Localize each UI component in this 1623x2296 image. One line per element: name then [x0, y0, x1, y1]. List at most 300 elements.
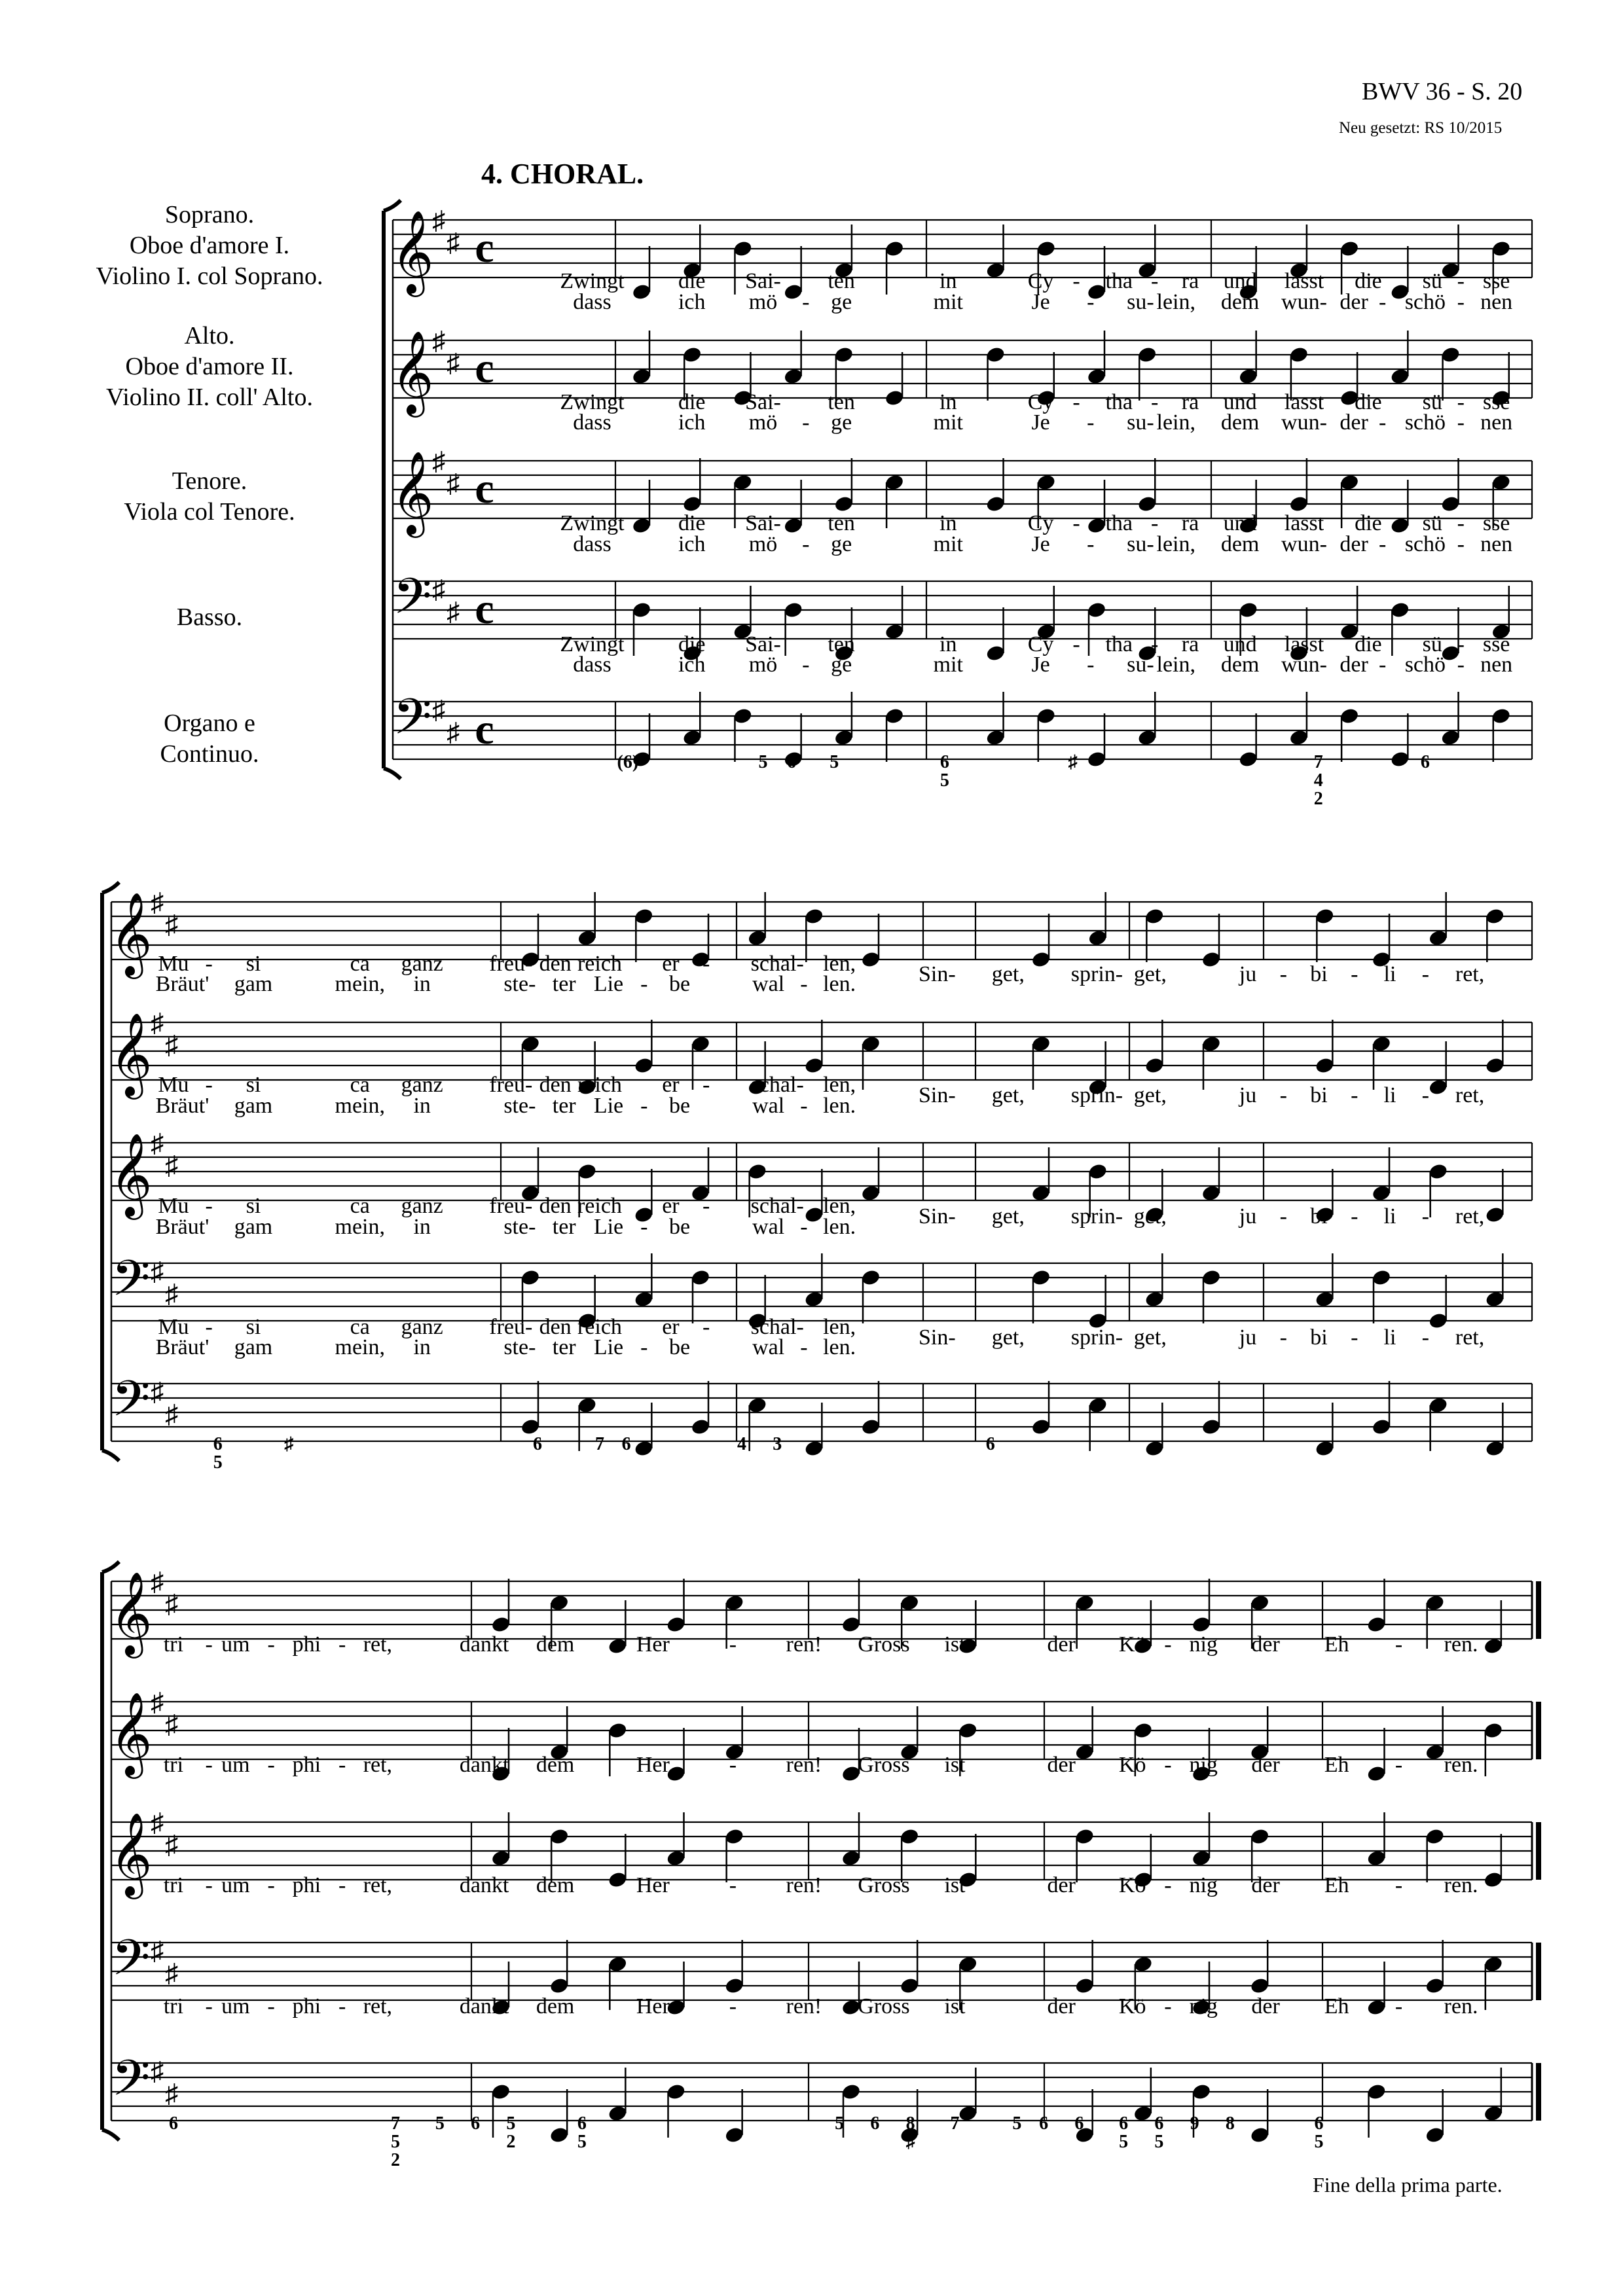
lyric-syllable: - [1421, 1083, 1429, 1107]
lyric-syllable: - [1150, 390, 1159, 414]
lyric-syllable: - [1421, 1204, 1429, 1229]
lyric-syllable: der [1251, 1994, 1280, 2018]
lyric-syllable: dankt [459, 1994, 509, 2018]
figured-bass-figure: 5 [758, 752, 768, 772]
lyric-syllable: - [205, 1194, 213, 1218]
lyric-syllable: wun- [1281, 290, 1327, 314]
lyric-syllable: sprin- [1070, 962, 1123, 986]
lyric-syllable: - [640, 1094, 648, 1118]
lyric-syllable: und [1223, 632, 1257, 656]
lyric-syllable: - [729, 1994, 737, 2018]
lyric-syllable: ra [1181, 511, 1199, 535]
treble-clef-icon: 𝄞 [109, 1573, 153, 1653]
lyric-syllable: - [702, 1194, 710, 1218]
lyric-syllable: - [702, 1073, 710, 1097]
figured-bass-figure: ♯ [284, 1434, 294, 1454]
lyric-syllable: si [246, 1073, 261, 1097]
lyric-syllable: ganz [401, 1073, 443, 1097]
lyric-syllable: sse [1482, 632, 1510, 656]
lyric-syllable: die [1355, 269, 1382, 293]
figured-bass-figure: 2 [391, 2150, 400, 2170]
lyric-syllable: ge [831, 410, 852, 435]
lyric-syllable: sprin- [1070, 1083, 1123, 1107]
lyric-syllable: dass [573, 653, 611, 677]
time-signature-icon: c [475, 706, 494, 753]
lyric-syllable: - [1457, 269, 1465, 293]
lyric-syllable: - [1395, 1632, 1403, 1657]
time-signature-icon: c [475, 585, 494, 633]
figured-bass-figure: 6 [213, 1434, 223, 1454]
lyric-syllable: get, [991, 1325, 1025, 1350]
bass-clef-icon: 𝄢 [393, 569, 432, 636]
lyric-syllable: phi [292, 1632, 321, 1657]
lyric-syllable: lasst [1284, 632, 1324, 656]
lyric-syllable: - [338, 1873, 346, 1897]
lyric-syllable: der [1340, 410, 1368, 435]
lyric-syllable: - [640, 1215, 648, 1239]
lyric-syllable: und [1223, 390, 1257, 414]
lyric-syllable: - [1087, 410, 1095, 435]
voice-label-tenore: Tenore. Viola col Tenore. [124, 467, 295, 526]
figured-bass-figure: 6 [870, 2113, 880, 2134]
lyric-syllable: schö [1404, 532, 1446, 556]
figured-bass-figure: 6 [471, 2113, 481, 2134]
lyric-syllable: Eh [1324, 1632, 1349, 1657]
lyric-syllable: die [678, 511, 706, 535]
lyric-syllable: ret, [1455, 1083, 1485, 1107]
lyric-syllable: gam [234, 1335, 273, 1359]
lyric-syllable: ra [1181, 390, 1199, 414]
lyric-syllable: - [802, 653, 810, 677]
lyric-syllable: Bräut' [155, 1335, 210, 1359]
lyric-syllable: Kö [1118, 1632, 1146, 1657]
lyric-syllable: ren. [1444, 1753, 1478, 1777]
lyric-syllable: mö [748, 290, 778, 314]
lyric-syllable: Gross [858, 1632, 910, 1657]
lyric-syllable: - [1087, 653, 1095, 677]
lyric-syllable: Je [1031, 653, 1050, 677]
lyric-syllable: ganz [401, 1194, 443, 1218]
lyric-syllable: - [205, 952, 213, 976]
sharp-icon: ♯ [151, 1936, 164, 1965]
lyric-syllable: - [1457, 532, 1465, 556]
lyric-syllable: er [662, 1194, 680, 1218]
lyric-syllable: - [1395, 1873, 1403, 1897]
lyric-syllable: Sai- [745, 632, 781, 656]
lyric-syllable: in [939, 390, 957, 414]
lyric-syllable: der [1340, 290, 1368, 314]
lyric-syllable: Lie [593, 1094, 624, 1118]
figured-bass-figure: 4 [1313, 770, 1323, 791]
sharp-icon: ♯ [432, 446, 445, 476]
lyric-syllable: ret, [363, 1873, 393, 1897]
lyric-syllable: mit [933, 410, 963, 435]
figured-bass-figure: 5 [835, 2113, 845, 2134]
lyric-syllable: - [1072, 269, 1080, 293]
lyric-syllable: Lie [593, 1335, 624, 1359]
lyric-syllable: - [729, 1873, 737, 1897]
lyric-syllable: Gross [858, 1753, 910, 1777]
bass-clef-icon: 𝄢 [111, 1372, 151, 1439]
lyric-syllable: - [1457, 511, 1465, 535]
time-signature-icon: c [475, 224, 494, 272]
time-signature-icon: c [475, 344, 494, 392]
figured-bass-figure: 9 [1190, 2113, 1199, 2134]
lyric-syllable: sü [1422, 390, 1442, 414]
lyric-syllable: ren. [1444, 1873, 1478, 1897]
lyric-syllable: ren! [786, 1994, 822, 2018]
lyric-syllable: ter [552, 1215, 576, 1239]
lyric-syllable: ist [944, 1753, 966, 1777]
lyric-syllable: lein, [1156, 532, 1195, 556]
lyric-syllable: ste- [503, 972, 536, 996]
lyric-syllable: mö [748, 532, 778, 556]
lyric-syllable: nen [1480, 410, 1513, 435]
lyric-syllable: ste- [503, 1094, 536, 1118]
lyric-syllable: der [1251, 1873, 1280, 1897]
lyric-syllable: - [1421, 1325, 1429, 1350]
time-signature-icon: c [475, 465, 494, 512]
lyric-syllable: ter [552, 1094, 576, 1118]
lyric-syllable: len, [823, 1194, 856, 1218]
lyric-syllable: - [338, 1994, 346, 2018]
lyric-syllable: - [267, 1753, 275, 1777]
lyric-syllable: lein, [1156, 410, 1195, 435]
lyric-syllable: freu- [489, 1315, 533, 1339]
figured-bass-figure: 7 [391, 2113, 400, 2134]
lyric-syllable: in [939, 632, 957, 656]
lyric-syllable: sprin- [1070, 1204, 1123, 1229]
lyric-syllable: nig [1189, 1873, 1218, 1897]
lyric-syllable: - [1378, 653, 1387, 677]
lyric-syllable: schö [1404, 290, 1446, 314]
figured-bass-figure: 6 [1119, 2113, 1129, 2134]
lyric-syllable: die [678, 269, 706, 293]
lyric-syllable: - [640, 972, 648, 996]
lyric-syllable: wun- [1281, 410, 1327, 435]
lyric-syllable: - [1457, 290, 1465, 314]
lyric-syllable: - [702, 952, 710, 976]
lyric-syllable: um [221, 1873, 250, 1897]
lyric-syllable: lasst [1284, 511, 1324, 535]
voice-label-organo: Organo e Continuo. [160, 709, 259, 768]
lyric-syllable: schal- [750, 1073, 804, 1097]
lyric-syllable: die [678, 632, 706, 656]
lyric-syllable: ist [944, 1873, 966, 1897]
bass-clef-icon: 𝄢 [111, 1251, 151, 1318]
lyric-syllable: Zwingt [560, 511, 625, 535]
figured-bass-figure: 5 [1119, 2132, 1129, 2152]
engraving-note: Neu gesetzt: RS 10/2015 [1339, 119, 1503, 137]
voice-label-alto: Alto. Oboe d'amore II. Violino II. coll' Alto. [106, 322, 313, 411]
sharp-icon: ♯ [151, 1008, 164, 1037]
lyric-syllable: gam [234, 972, 273, 996]
lyric-syllable: wun- [1281, 653, 1327, 677]
lyric-syllable: mö [748, 410, 778, 435]
lyric-syllable: ca [350, 952, 370, 976]
sharp-icon: ♯ [151, 2056, 164, 2086]
sharp-icon: ♯ [151, 1377, 164, 1407]
lyric-syllable: - [1421, 962, 1429, 986]
sharp-icon: ♯ [447, 228, 460, 257]
lyric-syllable: ge [831, 290, 852, 314]
lyric-syllable: ich [678, 290, 706, 314]
lyric-syllable: in [413, 972, 431, 996]
lyric-syllable: - [1378, 532, 1387, 556]
treble-clef-icon: 𝄞 [391, 453, 434, 533]
lyric-syllable: Bräut' [155, 1215, 210, 1239]
lyric-syllable: ca [350, 1194, 370, 1218]
lyric-syllable: ste- [503, 1335, 536, 1359]
lyric-syllable: schö [1404, 653, 1446, 677]
lyric-syllable: dem [536, 1632, 575, 1657]
end-of-part-note: Fine della prima parte. [1313, 2173, 1503, 2197]
treble-clef-icon: 𝄞 [391, 332, 434, 412]
lyric-syllable: - [1164, 1873, 1172, 1897]
figured-bass-figure: ♯ [1068, 752, 1078, 772]
lyric-syllable: gam [234, 1094, 273, 1118]
sharp-icon: ♯ [151, 1257, 164, 1286]
lyric-syllable: Sin- [918, 1325, 956, 1350]
figured-bass-figure: 6 [1074, 2113, 1084, 2134]
lyric-syllable: schal- [750, 1315, 804, 1339]
lyric-syllable: - [1351, 1325, 1359, 1350]
lyric-syllable: - [1072, 390, 1080, 414]
figured-bass-figure: 2 [1313, 789, 1323, 809]
lyric-syllable: ra [1181, 632, 1199, 656]
lyric-syllable: freu- [489, 1073, 533, 1097]
figured-bass-figure: 5 [1314, 2132, 1324, 2152]
figured-bass-figure: 7 [950, 2113, 960, 2134]
lyric-syllable: schö [1404, 410, 1446, 435]
lyric-syllable: dem [1220, 410, 1260, 435]
lyric-syllable: - [1150, 511, 1159, 535]
lyric-syllable: ren! [786, 1753, 822, 1777]
lyric-syllable: der [1251, 1753, 1280, 1777]
sharp-icon: ♯ [432, 575, 445, 604]
lyric-syllable: ten [828, 632, 855, 656]
lyric-syllable: su- [1127, 410, 1154, 435]
bass-clef-icon: 𝄢 [393, 690, 432, 757]
lyric-syllable: tri [163, 1994, 184, 2018]
lyric-syllable: - [1072, 511, 1080, 535]
lyric-syllable: - [267, 1994, 275, 2018]
lyric-syllable: ret, [1455, 1204, 1485, 1229]
lyric-syllable: Cy [1027, 269, 1054, 293]
lyric-syllable: Je [1031, 532, 1050, 556]
figured-bass-figure: 6 [621, 1434, 631, 1454]
lyric-syllable: die [1355, 511, 1382, 535]
lyric-syllable: - [1457, 632, 1465, 656]
lyric-syllable: - [1164, 1753, 1172, 1777]
lyric-syllable: die [678, 390, 706, 414]
lyric-syllable: ju [1239, 1204, 1257, 1229]
lyric-syllable: ca [350, 1315, 370, 1339]
lyric-syllable: in [413, 1335, 431, 1359]
lyric-syllable: len, [823, 952, 856, 976]
sharp-icon: ♯ [151, 888, 164, 917]
lyric-syllable: mein, [335, 1094, 385, 1118]
lyric-syllable: ret, [1455, 1325, 1485, 1350]
figured-bass-figure: 5 [435, 2113, 445, 2134]
lyric-syllable: der [1047, 1753, 1076, 1777]
lyric-syllable: bi [1310, 1083, 1328, 1107]
lyric-syllable: - [1457, 390, 1465, 414]
lyric-syllable: li [1383, 1083, 1396, 1107]
sharp-icon: ♯ [165, 1958, 178, 1988]
lyric-syllable: der [1340, 532, 1368, 556]
bass-clef-icon: 𝄢 [111, 1931, 151, 1998]
lyric-syllable: - [1164, 1632, 1172, 1657]
lyric-syllable: - [205, 1873, 213, 1897]
lyric-syllable: tha [1105, 390, 1133, 414]
lyric-syllable: phi [292, 1873, 321, 1897]
lyric-syllable: in [413, 1215, 431, 1239]
treble-clef-icon: 𝄞 [109, 1814, 153, 1894]
lyric-syllable: ren! [786, 1873, 822, 1897]
sharp-icon: ♯ [165, 1589, 178, 1619]
lyric-syllable: nen [1480, 532, 1513, 556]
lyric-syllable: ter [552, 1335, 576, 1359]
figured-bass-figure: ♯ [905, 2132, 915, 2152]
lyric-syllable: - [338, 1753, 346, 1777]
voice-label-soprano: Soprano. Oboe d'amore I. Violino I. col Soprano. [96, 201, 323, 290]
lyric-syllable: sse [1482, 269, 1510, 293]
lyric-syllable: dem [1220, 532, 1260, 556]
lyric-syllable: freu- [489, 1194, 533, 1218]
sharp-icon: ♯ [165, 1399, 178, 1429]
lyric-syllable: ren. [1444, 1632, 1478, 1657]
lyric-syllable: dem [1220, 290, 1260, 314]
lyric-syllable: schal- [750, 952, 804, 976]
lyric-syllable: - [205, 1994, 213, 2018]
figured-bass-figure: 6 [577, 2113, 587, 2134]
lyric-syllable: Bräut' [155, 1094, 210, 1118]
lyric-syllable: ren! [786, 1632, 822, 1657]
lyric-syllable: tri [163, 1753, 184, 1777]
lyric-syllable: den [539, 1073, 572, 1097]
figured-bass-figure: 6 [939, 752, 949, 772]
sharp-icon: ♯ [165, 910, 178, 939]
lyric-syllable: sse [1482, 390, 1510, 414]
lyric-syllable: reich [577, 1073, 622, 1097]
lyric-syllable: nen [1480, 653, 1513, 677]
lyric-syllable: der [1047, 1994, 1076, 2018]
sharp-icon: ♯ [432, 326, 445, 355]
lyric-syllable: den [539, 952, 572, 976]
lyric-syllable: tha [1105, 269, 1133, 293]
lyric-syllable: len. [823, 1215, 856, 1239]
lyric-syllable: ich [678, 410, 706, 435]
figured-bass-figure: 6 [1154, 2113, 1164, 2134]
lyric-syllable: dem [1220, 653, 1260, 677]
lyric-syllable: Gross [858, 1873, 910, 1897]
lyric-syllable: dankt [459, 1753, 509, 1777]
figured-bass-figure: 6 [985, 1434, 995, 1454]
voice-label-basso: Basso. [176, 603, 243, 631]
lyric-syllable: - [1164, 1994, 1172, 2018]
lyric-syllable: Sin- [918, 1083, 956, 1107]
lyric-syllable: get, [991, 962, 1025, 986]
lyric-syllable: ist [944, 1994, 966, 2018]
lyric-syllable: ren. [1444, 1994, 1478, 2018]
lyric-syllable: ca [350, 1073, 370, 1097]
lyric-syllable: Kö [1118, 1994, 1146, 2018]
lyric-syllable: - [800, 972, 808, 996]
lyric-syllable: ste- [503, 1215, 536, 1239]
lyric-syllable: Sai- [745, 511, 781, 535]
figured-bass-figure: 6 [1420, 752, 1430, 772]
lyric-syllable: die [1355, 390, 1382, 414]
lyric-syllable: Eh [1324, 1994, 1349, 2018]
lyric-syllable: nig [1189, 1753, 1218, 1777]
sharp-icon: ♯ [165, 1030, 178, 1060]
sharp-icon: ♯ [165, 1710, 178, 1739]
lyric-syllable: in [413, 1094, 431, 1118]
lyric-syllable: den [539, 1194, 572, 1218]
lyric-syllable: - [1378, 410, 1387, 435]
lyric-syllable: freu- [489, 952, 533, 976]
lyric-syllable: bi [1310, 1325, 1328, 1350]
lyric-syllable: ganz [401, 1315, 443, 1339]
lyric-syllable: - [802, 410, 810, 435]
bass-clef-icon: 𝄢 [111, 2051, 151, 2118]
figured-bass-figure: 5 [391, 2132, 400, 2152]
lyric-syllable: sü [1422, 632, 1442, 656]
lyric-syllable: Sai- [745, 269, 781, 293]
lyric-syllable: be [668, 1215, 691, 1239]
lyric-syllable: si [246, 1315, 261, 1339]
lyric-syllable: nig [1189, 1994, 1218, 2018]
lyric-syllable: - [1378, 290, 1387, 314]
lyric-syllable: sse [1482, 511, 1510, 535]
lyric-syllable: ist [944, 1632, 966, 1657]
figured-bass-figure: 2 [506, 2132, 516, 2152]
lyric-syllable: len, [823, 1073, 856, 1097]
lyric-syllable: mein, [335, 1215, 385, 1239]
lyric-syllable: - [338, 1632, 346, 1657]
lyric-syllable: Sai- [745, 390, 781, 414]
lyric-syllable: mein, [335, 1335, 385, 1359]
lyric-syllable: mit [933, 653, 963, 677]
lyric-syllable: ret, [363, 1632, 393, 1657]
lyric-syllable: - [1087, 290, 1095, 314]
lyric-syllable: tha [1105, 632, 1133, 656]
lyric-syllable: Her [636, 1873, 670, 1897]
lyric-syllable: um [221, 1994, 250, 2018]
lyric-syllable: um [221, 1632, 250, 1657]
lyric-syllable: wal [752, 972, 785, 996]
lyric-syllable: ret, [363, 1994, 393, 2018]
lyric-syllable: len. [823, 972, 856, 996]
lyric-syllable: tri [163, 1873, 184, 1897]
sharp-icon: ♯ [447, 717, 460, 747]
lyric-syllable: gam [234, 1215, 273, 1239]
lyric-syllable: ju [1239, 1325, 1257, 1350]
lyric-syllable: und [1223, 511, 1257, 535]
lyric-syllable: - [800, 1094, 808, 1118]
lyric-syllable: - [1395, 1753, 1403, 1777]
lyric-syllable: - [800, 1215, 808, 1239]
lyric-syllable: Sin- [918, 962, 956, 986]
lyric-syllable: ten [828, 390, 855, 414]
figured-bass-figure: 6 [787, 752, 796, 772]
figured-bass-figure: 8 [905, 2113, 915, 2134]
lyric-syllable: Mu [158, 1073, 189, 1097]
sharp-icon: ♯ [151, 1808, 164, 1837]
lyric-syllable: len. [823, 1094, 856, 1118]
lyric-syllable: - [205, 1073, 213, 1097]
